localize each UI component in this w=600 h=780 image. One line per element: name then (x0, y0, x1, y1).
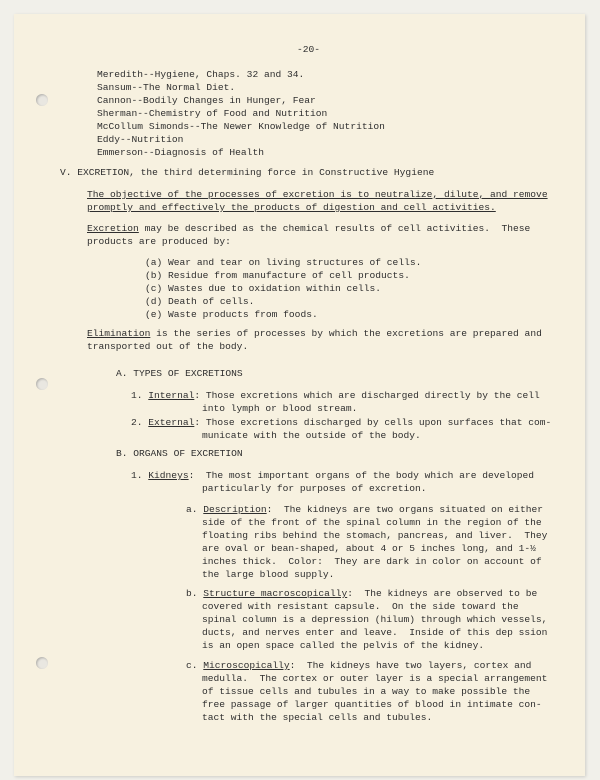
subsection-heading: B. ORGANS OF EXCRETION (116, 448, 243, 459)
objective-line: promptly and effectively the products of digestion and cell activities. (87, 202, 496, 213)
microscopic-item: c. Microscopically: The kidneys have two layers, cortex and (186, 660, 532, 671)
punch-hole (36, 378, 48, 390)
product-item: (e) Waste products from foods. (145, 309, 318, 320)
microscopic-line: tact with the special cells and tubules. (202, 712, 433, 723)
elimination-definition: Elimination is the series of processes by which the excretions are prepared and (87, 328, 542, 339)
structure-line: ducts, and nerves enter and leave. Inside of this dep ssion (202, 627, 548, 638)
microscopic-line: of tissue cells and tubules in a way to make possible the (202, 686, 531, 697)
external-item-cont: municate with the outside of the body. (202, 430, 421, 441)
product-item: (c) Wastes due to oxidation within cells. (145, 283, 382, 294)
structure-item: b. Structure macroscopically: The kidneys are observed to be (186, 588, 538, 599)
reference-line: Emmerson--Diagnosis of Health (97, 147, 264, 158)
microscopic-line: medulla. The cortex or outer layer is a special arrangement (202, 673, 548, 684)
internal-item-cont: into lymph or blood stream. (202, 403, 358, 414)
kidneys-item: 1. Kidneys: The most important organs of the body which are developed (131, 470, 535, 481)
page-number: -20- (297, 44, 321, 55)
description-line: floating ribs behind the stomach, pancreas, and liver. They (202, 530, 548, 541)
punch-hole (36, 657, 48, 669)
elimination-term: Elimination (87, 328, 151, 339)
reference-line: Sansum--The Normal Diet. (97, 82, 236, 93)
reference-line: Eddy--Nutrition (97, 134, 184, 145)
reference-line: McCollum Simonds--The Newer Knowledge of Nutrition (97, 121, 385, 132)
description-line: inches thick. Color: They are dark in color on account of (202, 556, 542, 567)
reference-line: Sherman--Chemistry of Food and Nutrition (97, 108, 328, 119)
excretion-definition-cont: products are produced by: (87, 236, 231, 247)
objective-line: The objective of the processes of excretion is to neutralize, dilute, and remove (87, 189, 548, 200)
subsection-heading: A. TYPES OF EXCRETIONS (116, 368, 243, 379)
kidneys-item-cont: particularly for purposes of excretion. (202, 483, 427, 494)
description-line: the large blood supply. (202, 569, 335, 580)
excretion-definition: Excretion may be described as the chemical results of cell activities. These (87, 223, 531, 234)
internal-item: 1. Internal: Those excretions which are discharged directly by the cell (131, 390, 540, 401)
section-heading: V. EXCRETION, the third determining force in Constructive Hygiene (60, 167, 435, 178)
product-item: (b) Residue from manufacture of cell products. (145, 270, 410, 281)
microscopic-line: free passage of larger quantities of blood in intimate con- (202, 699, 542, 710)
external-item: 2. External: Those excretions discharged by cells upon surfaces that com- (131, 417, 552, 428)
reference-line: Meredith--Hygiene, Chaps. 32 and 34. (97, 69, 305, 80)
structure-line: spinal column is a depression (hilum) through which vessels, (202, 614, 548, 625)
product-item: (d) Death of cells. (145, 296, 255, 307)
description-line: are oval or bean-shaped, about 4 or 5 inches long, and 1-½ (202, 543, 536, 554)
description-line: side of the front of the spinal column in the region of the (202, 517, 542, 528)
elimination-definition-cont: transported out of the body. (87, 341, 249, 352)
punch-hole (36, 94, 48, 106)
product-item: (a) Wear and tear on living structures of cells. (145, 257, 422, 268)
reference-line: Cannon--Bodily Changes in Hunger, Fear (97, 95, 316, 106)
structure-line: covered with resistant capsule. On the side toward the (202, 601, 519, 612)
structure-line: is an open space called the pelvis of the kidney. (202, 640, 485, 651)
excretion-term: Excretion (87, 223, 139, 234)
description-item: a. Description: The kidneys are two organs situated on either (186, 504, 543, 515)
document-page (14, 14, 585, 776)
